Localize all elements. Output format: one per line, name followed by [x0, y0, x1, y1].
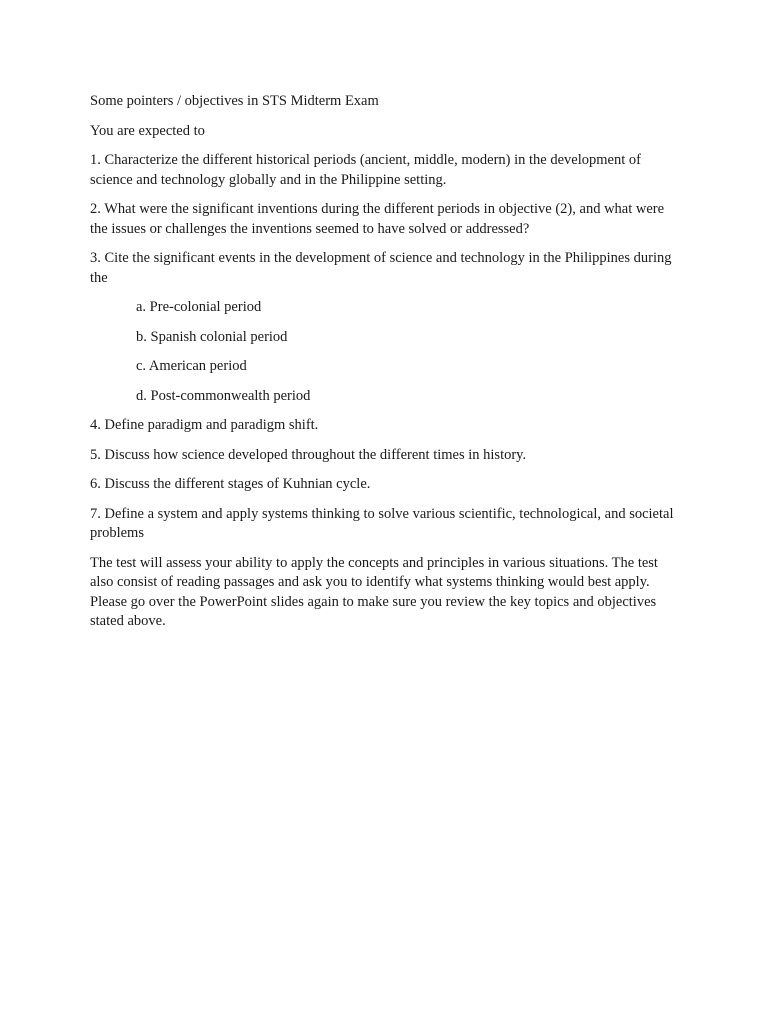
subitem-post-commonwealth: d. Post-commonwealth period: [136, 387, 311, 404]
subitem-american: c. American period: [136, 358, 247, 374]
document-title: Some pointers / objectives in STS Midterm Exam: [90, 93, 379, 109]
closing-paragraph: The test will assess your ability to apply the concepts and principles in various situations. The test also consist of reading passages and ask you to identify what systems thinking would best apply. Please go over the PowerPoint slides again to make sure you review the key topics and objectives stated above.: [90, 554, 658, 629]
objective-6: 6. Discuss the different stages of Kuhnian cycle.: [90, 476, 371, 492]
subitem-spanish-colonial: b. Spanish colonial period: [136, 328, 288, 345]
objective-2: 2. What were the significant inventions during the different periods in objective (2), and what were the issues or challenges the inventions seemed to have solved or addressed?: [90, 201, 665, 237]
objective-7: 7. Define a system and apply systems thinking to solve various scientific, technological, and societal problems: [90, 505, 674, 541]
objective-3: 3. Cite the significant events in the development of science and technology in the Philippines during the: [90, 250, 672, 286]
objective-1: 1. Characterize the different historical periods (ancient, middle, modern) in the development of science and technology globally and in the Philippine setting.: [90, 152, 641, 188]
document-page: [90, 92, 680, 642]
intro-text: You are expected to: [90, 122, 205, 139]
objective-5: 5. Discuss how science developed throughout the different times in history.: [90, 446, 527, 463]
subitem-pre-colonial: a. Pre-colonial period: [136, 299, 262, 315]
objective-4: 4. Define paradigm and paradigm shift.: [90, 417, 319, 433]
